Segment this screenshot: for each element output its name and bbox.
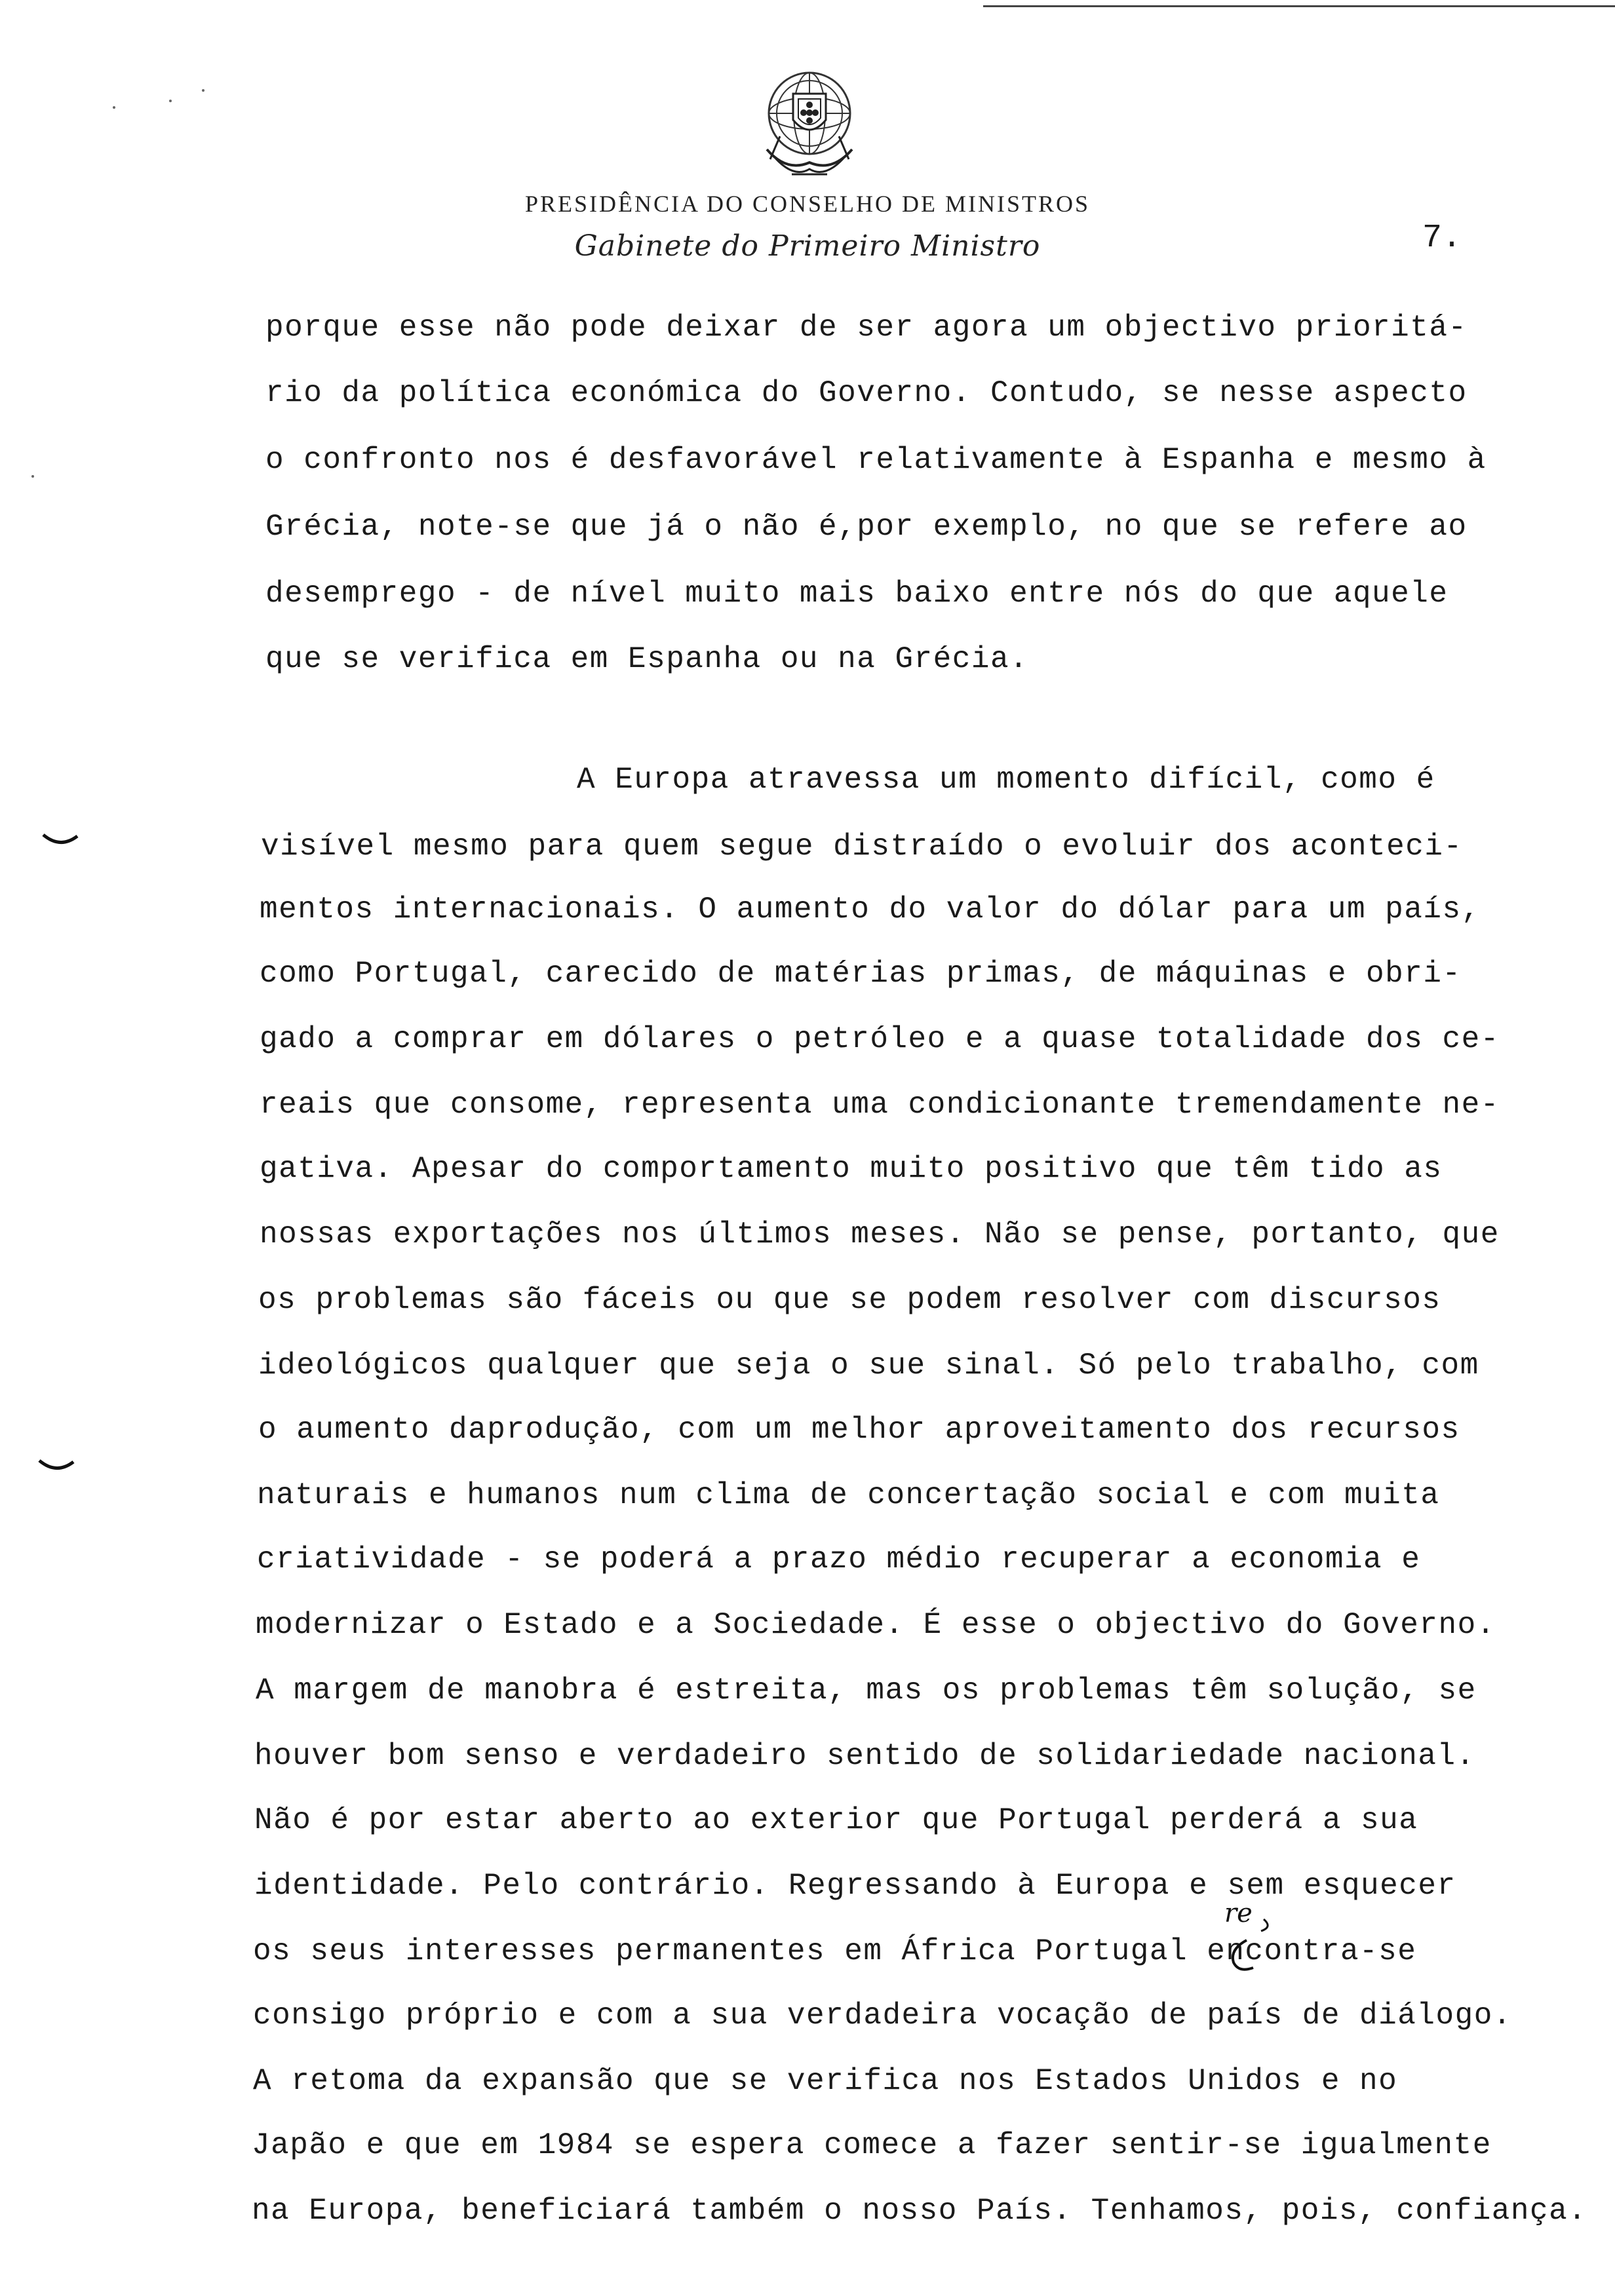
text-line: A margem de manobra é estreita, mas os problemas têm solução, se xyxy=(256,1674,1477,1708)
text-line: desemprego - de nível muito mais baixo entre nós do que aquele xyxy=(265,577,1449,611)
text-line: Japão e que em 1984 se espera comece a fazer sentir-se igualmente xyxy=(252,2128,1492,2162)
handwritten-insert: re xyxy=(1224,1898,1253,1928)
text-line: A Europa atravessa um momento difícil, como é xyxy=(577,763,1435,797)
text-line: consigo próprio e com a sua verdadeira vocação de país de diálogo. xyxy=(253,1999,1512,2033)
margin-punch-mark xyxy=(41,832,80,847)
text-line: gativa. Apesar do comportamento muito positivo que têm tido as xyxy=(260,1152,1443,1186)
margin-punch-mark xyxy=(37,1458,76,1472)
text-line: Não é por estar aberto ao exterior que Portugal perderá a sua xyxy=(254,1803,1418,1837)
text-line: houver bom senso e verdadeiro sentido de solidariedade nacional. xyxy=(254,1739,1475,1773)
text-line: criatividade - se poderá a prazo médio recuperar a economia e xyxy=(257,1542,1421,1577)
text-line: naturais e humanos num clima de concertação social e com muita xyxy=(257,1478,1440,1512)
scan-speck xyxy=(202,89,204,92)
text-line: como Portugal, carecido de matérias primas, de máquinas e obri- xyxy=(260,957,1462,991)
text-line: gado a comprar em dólares o petróleo e a quase totalidade dos ce- xyxy=(260,1022,1500,1056)
page-number: 7. xyxy=(1422,220,1462,257)
scan-speck xyxy=(169,100,172,102)
scan-speck xyxy=(31,475,34,478)
text-line: os problemas são fáceis ou que se podem resolver com discursos xyxy=(258,1283,1441,1317)
text-line: o confronto nos é desfavorável relativamente à Espanha e mesmo à xyxy=(265,443,1487,477)
handwritten-correction-icon xyxy=(1218,1897,1290,1976)
text-line: que se verifica em Espanha ou na Grécia. xyxy=(265,642,1029,676)
office-subheading: Gabinete do Primeiro Ministro xyxy=(574,229,1041,263)
scan-speck xyxy=(113,106,115,109)
text-line: o aumento daprodução, com um melhor aproveitamento dos recursos xyxy=(258,1413,1460,1447)
text-line: na Europa, beneficiará também o nosso País. Tenhamos, pois, confiança. xyxy=(252,2194,1587,2228)
text-line: mentos internacionais. O aumento do valor do dólar para um país, xyxy=(260,892,1481,927)
institution-heading: PRESIDÊNCIA DO CONSELHO DE MINISTROS xyxy=(524,191,1091,217)
text-line: A retoma da expansão que se verifica nos Estados Unidos e no xyxy=(253,2064,1398,2098)
top-border-line xyxy=(983,5,1615,7)
text-line: ideológicos qualquer que seja o sue sinal. Só pelo trabalho, com xyxy=(258,1349,1479,1383)
text-line: modernizar o Estado e a Sociedade. É esse o objectivo do Governo. xyxy=(256,1608,1496,1642)
text-line: identidade. Pelo contrário. Regressando à Europa e sem esquecer xyxy=(254,1869,1456,1903)
coat-of-arms-icon xyxy=(741,58,878,189)
text-line: nossas exportações nos últimos meses. Não se pense, portanto, que xyxy=(260,1217,1500,1252)
text-line: os seus interesses permanentes em África Portugal encontra-se xyxy=(253,1934,1417,1968)
text-line: rio da política económica do Governo. Contudo, se nesse aspecto xyxy=(265,376,1468,410)
text-line: reais que consome, representa uma condicionante tremendamente ne- xyxy=(260,1088,1500,1122)
text-line: porque esse não pode deixar de ser agora um objectivo prioritá- xyxy=(265,311,1468,345)
text-line: Grécia, note-se que já o não é,por exemplo, no que se refere ao xyxy=(265,510,1468,544)
text-line: visível mesmo para quem segue distraído o evoluir dos aconteci- xyxy=(261,830,1463,864)
